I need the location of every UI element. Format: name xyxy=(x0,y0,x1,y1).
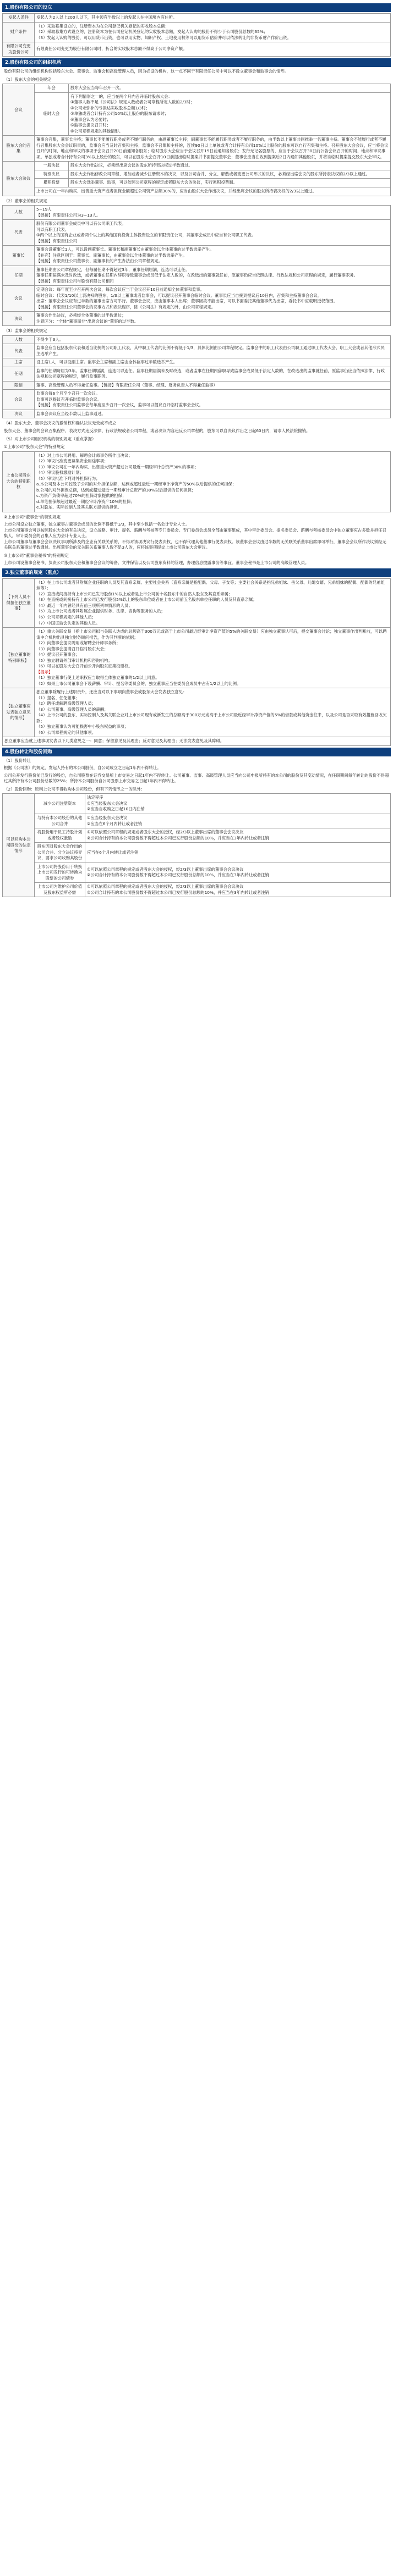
subheading-share-repurchase: （2）股份回购：原则上公司不得收购本公司股份，但有下列情形之一的除外： xyxy=(4,786,145,792)
subheading-share-transfer: （1）股份转让 xyxy=(4,758,31,763)
cell-line: ①两个以上的国有企业或者两个以上的其他国有投资主体投资设立的有限责任公司，其董事会成员中应当有公司职工代表。 xyxy=(36,233,256,238)
cell-line: 董事会召集，董事长主持；董事长不能履行职务或者不履行职务的，由副董事长主持；副董事长不能履行职务或者不履行职务的，由半数以上董事共同推举一名董事主持。董事会不能履行或者不履行召集股东大会会议职责的，监事会应当及时召集和主持；监事会不召集和主持的，连续90日以上单独或者合计持有公司10%以上股份的股东可以自行召集和主持。召开股东大会会议，应当将会议召开的时间、地点和审议的事项于会议召开20日前通知各股东；临时股东大会应当于会议召开15日前通知各股东；发行无记名股票的，应当于会议召开30日前公告会议召开的时间、地点和审议事项。单独或者合计持有公司3%以上股份的股东，可以在股东大会召开10日前提出临时提案并书面提交董事会；董事会应当在收到提案后2日内通知其他股东，并将该临时提案提交股东大会审议。 xyxy=(36,137,389,159)
cell-line: 董事会设董事长1人，可以设副董事长。董事长和副董事长由董事会以全体董事的过半数选举产生。 xyxy=(36,247,214,252)
cell-line: c.为资产负债率超过70%的担保对象提供的担保； xyxy=(36,493,127,499)
table-row xyxy=(3,883,391,897)
table-label: 【独立董事应发表独立意见的情形】 xyxy=(3,688,35,737)
table-cell xyxy=(85,814,391,828)
table-label: 可以回购本公司股份的法定情形 xyxy=(3,794,35,897)
table-row xyxy=(3,578,391,627)
table-cell xyxy=(35,358,391,367)
table-row xyxy=(3,688,391,737)
cell-line: （3）发起人认购的股份，可以用货币出资，也可以用实物、知识产权、土地使用权等可以用货币估价并可以依法转让的非货币财产作价出资。 xyxy=(36,35,291,40)
cell-line: （1）对上市公司聘用、解聘会计师事务所作出决议； xyxy=(36,452,133,458)
table-label: 代表 xyxy=(3,344,35,358)
table-row xyxy=(3,628,391,688)
table-label: 会议 xyxy=(3,390,35,410)
table-cell xyxy=(35,312,391,326)
table-label: 人数 xyxy=(3,335,35,344)
table-cell xyxy=(69,179,391,187)
cell-line: ⑤监事会提议召开时； xyxy=(70,123,111,128)
table-row xyxy=(3,843,391,863)
table-cell xyxy=(35,266,391,286)
table-row xyxy=(3,344,391,358)
table-row xyxy=(3,170,391,179)
cell-line: 股东大会作出决议，必须经出席会议的股东所持表决权过半数通过。 xyxy=(70,163,193,168)
table-row xyxy=(3,381,391,390)
table-cell xyxy=(69,84,391,93)
table-row xyxy=(3,312,391,326)
cell-line: 股东大会选举董事、监事，可以依照公司章程的规定或者股东大会的决议，实行累积投票制。 xyxy=(70,180,238,185)
share-transfer-paragraph: 根据《公司法》的规定，发起人持有的本公司股份，自公司成立之日起1年内不得转让。 xyxy=(4,765,161,771)
cell-line: 【链接】有限责任公司 xyxy=(36,238,77,244)
cell-line: （4）提议召开董事会； xyxy=(36,652,80,657)
cell-line: 【补充】注意区别于：董事长、副董事长，由董事会以全体董事的过半数选举产生。 xyxy=(36,252,187,258)
cell-line: 法定程序 xyxy=(87,795,103,800)
table-row xyxy=(3,737,391,746)
cell-line: 【提示】 xyxy=(36,669,53,675)
table-cell xyxy=(69,162,391,170)
table-cell xyxy=(35,286,391,312)
table-row xyxy=(3,162,391,170)
paragraph-line: 上市公司董事会可以按照股东大会的有关决议，设立战略、审计、提名、薪酬与考核等专门委员会。专门委员会成员全部由董事组成，其中审计委员会、提名委员会、薪酬与考核委员会中独立董事应占多数并担任召集人，审计委员会的召集人应为会计专业人士。 xyxy=(4,527,386,539)
cell-line: b.公司的对外担保总额，达到或超过最近一期经审计总资产的30%以后提供的任何担保； xyxy=(36,487,196,493)
cell-line: 董事、高级管理人员不得兼任监事。【链接】有限责任公司（董事、经理、财务负责人不得兼任监事） xyxy=(36,382,217,388)
shareholders-meeting-table xyxy=(2,84,391,196)
cell-line: （5）独立聘请外部审计机构和咨询机构； xyxy=(36,657,112,663)
table-row xyxy=(3,410,391,418)
table-cell xyxy=(35,344,391,358)
cell-line: （6）可以在股东大会召开前公开向股东征集投票权。 xyxy=(36,664,133,669)
table-row xyxy=(3,92,391,136)
subheading-listed-board: ②上市公司“董事会”的特别规定 xyxy=(4,514,61,519)
cell-line: ①可以依照公司章程的规定或者股东大会的授权，经2/3以上董事出席的董事会会议决议 xyxy=(87,884,244,889)
cell-line: ②应当自收购之日起10日内注销 xyxy=(87,806,145,812)
cell-line: 股东大会应当每年召开一次。 xyxy=(70,85,124,91)
cell-line: ②公司合计持有的本公司股份数不得超过本公司已发行股份总额的10%，并应当在3年内转让或者注销 xyxy=(87,835,269,841)
table-sublabel: 将股份用于员工持股计划或者股权激励 xyxy=(35,828,85,843)
cell-line: ②应当在6个月内转让或者注销 xyxy=(87,821,143,826)
cell-line: （2）审议批准变更募集资金用途事项； xyxy=(36,458,108,464)
cell-line: 监事会决议应当经半数以上监事通过。 xyxy=(36,411,106,416)
table-cell xyxy=(35,410,391,418)
cell-line: （5）为上市公司或者其附属企业提供财务、法律、咨询等服务的人员； xyxy=(36,609,165,614)
table-cell xyxy=(85,863,391,883)
table-cell xyxy=(35,451,391,512)
table-label: 代表 xyxy=(3,220,35,246)
cell-line: 监事会每6个月至少召开一次会议。 xyxy=(36,391,100,396)
board-secretary-paragraph: 上市公司设董事会秘书，负责公司股东大会和董事会会议的筹备、文件保管以及公司股东资料的管理，办理信息披露事务等事宜。董事会秘书是上市公司的高级管理人员。 xyxy=(4,560,309,566)
table-row xyxy=(3,863,391,883)
cell-line: （2）聘任或解聘高级管理人员； xyxy=(36,701,96,706)
subheading-shareholders-meeting: （1）股东大会的相关规定 xyxy=(4,76,52,82)
document-page xyxy=(0,0,393,900)
cell-line: 独立董事除履行上述职责外，还应当对以下事项向董事会或股东大会发表独立意见： xyxy=(36,689,187,695)
cell-line: 可以有职工代表。 xyxy=(36,226,69,232)
cell-line: 发起人为2人以上200人以下，其中须有半数以上的发起人在中国境内有住所。 xyxy=(36,15,177,20)
table-cell xyxy=(35,246,391,266)
independent-director-table xyxy=(2,578,391,746)
table-cell xyxy=(35,42,391,57)
cell-line: （3）审议公司在一年内购买、出售重大资产超过公司最近一期经审计总资产30%的事项； xyxy=(36,464,199,469)
section-3-heading: 3.独立董事的规定（重点） xyxy=(2,568,391,577)
cell-line: （2）直接或间接持有上市公司已发行股份1%以上或者是上市公司前十名股东中的自然人股东及其直系亲属； xyxy=(36,591,233,596)
table-sublabel: 股东因对股东大会作出的公司合并、分立决议持异议，要求公司收购其股份 xyxy=(35,843,85,863)
cell-line: （7）中国证监会认定的其他人员。 xyxy=(36,620,100,626)
cell-line: 不得少于3人。 xyxy=(36,336,64,342)
section-4-heading: 4.股份转让和股份回购 xyxy=(2,748,391,756)
cell-line: 【链接】有限责任公司董事会的议事方式和表决程序，除《公司法》有规定的外，由公司章程规定。 xyxy=(36,304,216,309)
table-label: 发起人条件 xyxy=(3,14,35,23)
cell-line: ②公司合计持有的本公司股份数不得超过本公司已发行股份总额的10%，并应当在3年内转让或者注销 xyxy=(87,872,269,878)
table-cell xyxy=(35,381,391,390)
cell-line: 设主席1人，可以设副主席。监事会主席和副主席由全体监事过半数选举产生。 xyxy=(36,360,177,365)
subheading-board-secretary: ③上市公司“董事会秘书”的特别规定 xyxy=(4,552,69,558)
cell-line: （1）在上市公司或者其附属企业任职的人员及其直系亲属、主要社会关系（直系亲属是指配偶、父母、子女等；主要社会关系是指兄弟姐妹、岳父母、儿媳女婿、兄弟姐妹的配偶、配偶的兄弟姐妹等）； xyxy=(36,579,385,591)
cell-line: 董事任期由公司章程规定，但每届任期不得超过3年，董事任期届满，连选可以连任。 xyxy=(36,267,190,272)
table-label: 股东大会的召集 xyxy=(3,136,35,162)
table-label: 【独立董事的特别职权】 xyxy=(3,628,35,688)
table-label: 上市公司股东大会的特别职权 xyxy=(3,451,35,512)
cell-line: 定期会议：每年度至少召开两次会议，每次会议应当于会议召开10日前通知全体董事和监事。 xyxy=(36,287,205,292)
table-cell xyxy=(35,220,391,246)
table-row xyxy=(3,22,391,42)
table-cell xyxy=(85,794,391,814)
cell-line: （1）采取募集设立的，注册资本为在公司登记机关登记的实收股本总额； xyxy=(36,23,170,29)
subheading-listed-company: （5）对上市公司组织机构的特别规定（重点掌握） xyxy=(4,436,96,441)
table-cell xyxy=(35,688,391,737)
section-2-heading: 2.股份有限公司的组织机构 xyxy=(2,58,391,67)
cell-line: （1）独立董事行使上述职权应当取得全体独立董事的1/2以上同意。 xyxy=(36,675,160,681)
table-row xyxy=(3,206,391,220)
table-label: 股东大会决议 xyxy=(3,162,35,196)
cell-line: （6）公司章程规定的其他人员； xyxy=(36,614,96,620)
table-sublabel: 年会 xyxy=(35,84,69,93)
table-row xyxy=(3,367,391,381)
cell-line: （6）公司章程规定的其他事项。 xyxy=(36,729,96,735)
cell-line: 【链接】有限责任公司为3~13人。 xyxy=(36,212,101,218)
cell-line: 董事任期届满未及时改选，或者董事在任期内辞职导致董事会成员低于法定人数的，在改选出的董事就任前，原董事仍应当依照法律、行政法规和公司章程的规定，履行董事职务。 xyxy=(36,273,358,278)
table-cell xyxy=(85,883,391,897)
revocation-paragraph: 股东大会、董事会的会议召集程序、表决方式违反法律、行政法规或者公司章程，或者决议内容违反公司章程的，股东可以自决议作出之日起60日内，请求人民法院撤销。 xyxy=(4,428,310,433)
cell-line: ②公司未弥补的亏损达实收股本总额1/3时； xyxy=(70,105,150,110)
cell-line: ④董事会认为必要时； xyxy=(70,117,111,122)
table-row xyxy=(3,246,391,266)
cell-line: 有下列情形之一的，应当在两个月内召开临时股东大会： xyxy=(70,93,172,99)
cell-line: 【链接】有限责任公司董事长、副董事长的产生办法由公司章程规定。 xyxy=(36,258,163,264)
cell-line: ①可以依照公司章程的规定或者股东大会的授权，经2/3以上董事出席的董事会会议决议 xyxy=(87,830,244,835)
table-row xyxy=(3,828,391,843)
cell-line: 有限责任公司变更为股份有限公司时，折合的实收股本总额不得高于公司净资产额。 xyxy=(36,46,187,52)
table-label: 董事长 xyxy=(3,246,35,266)
table-cell xyxy=(35,206,391,220)
subheading-resolution-revocation: （4）股东大会、董事会决议的撤销权和确认决议无效或不成立 xyxy=(4,421,117,426)
table-cell xyxy=(35,628,391,688)
table-cell xyxy=(35,578,391,627)
subheading-listed-gm: ①上市公司“股东大会”的特别规定 xyxy=(4,444,65,450)
cell-line: ③单独或者合计持有公司10%以上股份的股东请求时； xyxy=(70,111,169,117)
cell-line: ②公司合计持有的本公司股份数不得超过本公司已发行股份总额的10%，并应当在3年内转让或者注销 xyxy=(87,889,269,895)
cell-line: （2）如果上市公司董事会下设薪酬、审计、提名等委员会的，独立董事应当在委员会成员中占有1/2以上的比例。 xyxy=(36,681,241,686)
table-label: 会议 xyxy=(3,84,35,136)
table-cell xyxy=(35,187,391,196)
cell-line: （2）采取募集方式设立的，注册资本为在公司登记机关登记的实收股本总额，发起人认购的股份不得少于公司股份总数的35%； xyxy=(36,29,268,35)
table-sublabel: 累积投票 xyxy=(35,179,69,187)
cell-line: e.对股东、实际控制人及其关联方提供的担保。 xyxy=(36,505,122,510)
cell-line: 5~19人 xyxy=(36,207,52,212)
listed-board-paragraph xyxy=(2,521,391,551)
table-sublabel: 临时大会 xyxy=(35,92,69,136)
table-row xyxy=(3,179,391,187)
table-label: 会议 xyxy=(3,286,35,312)
supervisors-table xyxy=(2,335,391,419)
paragraph-line: 上市公司设立独立董事，独立董事占董事会成员的比例不得低于1/3，其中至少包括一名会计专业人士。 xyxy=(4,522,190,527)
cell-line: 上市公司在一年内购买、出售重大资产或者担保金额超过公司资产总额30%的，应当由股东大会作出决议，并经出席会议的股东所持表决权的2/3以上通过。 xyxy=(36,188,316,194)
repurchase-table xyxy=(2,793,391,897)
cell-line: （3）公司董事、高级管理人员的薪酬； xyxy=(36,706,108,712)
cell-line: ①可以依照公司章程的规定或者股东大会的授权，经2/3以上董事出席的董事会会议决议 xyxy=(87,866,244,872)
table-cell xyxy=(35,390,391,410)
cell-line: （3）在直接或间接持有上市公司已发行股份5%以上的股东单位或者在上市公司前五名股东单位任职的人员及其直系亲属； xyxy=(36,597,257,602)
table-cell xyxy=(69,92,391,136)
cell-line: 股份有限公司董事会成员中可以有公司职工代表。 xyxy=(36,221,126,226)
paragraph-line: 上市公司董事与董事会会议决议事项所涉及的企业有关联关系的，不得对该项决议行使表决权，也不得代理其他董事行使表决权。该董事会会议由过半数的无关联关系董事出席即可举行，董事会会议所作决议须经无关联关系董事过半数通过。出席董事会的无关联关系董事人数不足3人的，应将该事项提交上市公司股东大会审议。 xyxy=(4,539,386,550)
cell-line: 注意区分：“全体”董事而非“出席会议的”董事的过半数。 xyxy=(36,318,139,324)
table-cell: 独立董事应当就上述事项发表以下几类意见之一：同意；保留意见及其理由；反对意见及其理由；无法发表意见及其障碍。 xyxy=(3,737,391,746)
table-label: 主席 xyxy=(3,358,35,367)
table-sublabel: 上市公司为维护公司价值及股东权益所必需 xyxy=(35,883,85,897)
table-row xyxy=(3,794,391,814)
table-row xyxy=(3,335,391,344)
table-row xyxy=(3,187,391,196)
cell-line: 监事的任期每届为3年。监事任期届满，连选可以连任。监事任期届满未及时改选，或者监事在任期内辞职导致监事会成员低于法定人数的，在改选出的监事就任前，原监事仍应当依照法律、行政法规和公司章程的规定，履行监事职务。 xyxy=(36,368,385,379)
table-row xyxy=(3,220,391,246)
cell-line: a.本公司及本公司控股子公司的对外担保总额，达到或超过最近一期经审计净资产的50%以后提供的任何担保； xyxy=(36,482,237,487)
cell-line: （4）审议股权激励计划； xyxy=(36,470,84,476)
table-row xyxy=(3,14,391,23)
table-cell xyxy=(35,22,391,42)
cell-line: 监事会应当包括股东代表和适当比例的公司职工代表，其中职工代表的比例不得低于1/3，具体比例由公司章程规定。监事会中的职工代表由公司职工通过职工代表大会、职工大会或者其他形式民主选举产生。 xyxy=(36,345,385,356)
cell-line: ⑥公司章程规定的其他情形。 xyxy=(70,128,123,134)
table-label: 决议 xyxy=(3,410,35,418)
subheading-board: （2）董事会的相关规定 xyxy=(4,198,47,203)
table-row xyxy=(3,286,391,312)
table-cell xyxy=(35,136,391,162)
cell-line: 【链接】有限责任公司监事会每年度至少召开一次会议，监事可以提议召开临时监事会会议。 xyxy=(36,402,204,408)
intro-paragraph: 股份有限公司的组织机构包括股东大会、董事会、监事会和高级管理人员，因为必设的机构，这一点不同于有限责任公司中可以不设立董事会和监事会的情形。 xyxy=(4,69,289,74)
cell-line: 监事可以提议召开临时监事会会议。 xyxy=(36,396,102,402)
table-label: 人数 xyxy=(3,206,35,220)
cell-line: d.单笔担保额超过最近一期经审计净资产10%的担保； xyxy=(36,499,135,504)
table-cell xyxy=(85,843,391,863)
table-cell xyxy=(35,367,391,381)
table-cell xyxy=(85,828,391,843)
cell-line: （4）最近一年内曾经具有前三项所列举情形的人员； xyxy=(36,602,133,608)
cell-line: （4）上市公司的股东、实际控制人及其关联企业对上市公司现有或新发生的总额高于300万元或高于上市公司最近经审计净资产值的5%的借款或其他资金往来，以及公司是否采取有效措施回收欠款； xyxy=(36,712,387,723)
table-row xyxy=(3,42,391,57)
table-sublabel: 减少公司注册资本 xyxy=(35,794,85,814)
cell-line: 出席：董事会会议应有过半数的董事出席方可举行。董事会会议，应由董事本人出席；董事因故不能出席，可以书面委托其他董事代为出席，委托书中应载明授权范围。 xyxy=(36,298,337,304)
table-row xyxy=(3,358,391,367)
table-row xyxy=(3,136,391,162)
table-row xyxy=(3,84,391,93)
table-row xyxy=(3,390,391,410)
establishment-table xyxy=(2,13,391,57)
cell-line: （5）审议批准下列对外担保行为； xyxy=(36,476,100,481)
table-cell xyxy=(35,14,391,23)
section-1-heading: 1.股份有限公司的设立 xyxy=(2,3,391,12)
cell-line: 【链接】有限责任公司与股份有限公司相同 xyxy=(36,278,114,284)
table-label: 有限公司变更为股份公司 xyxy=(3,42,35,57)
table-row xyxy=(3,814,391,828)
table-sublabel: 特别决议 xyxy=(35,170,69,179)
table-label: 限制 xyxy=(3,381,35,390)
cell-line: ①应当经股东大会决议 xyxy=(87,815,128,820)
share-transfer-paragraph-2: 公司公开发行股份前已发行的股份，自公司股票在证券交易所上市交易之日起1年内不得转让。公司董事、监事、高级管理人员应当向公司申报所持有的本公司的股份及其变动情况，在任职期间每年转让的股份不得超过其所持有本公司股份总数的25%；所持本公司股份自公司股票上市交易之日起1年内不得转让。 xyxy=(4,772,389,784)
table-label: 任期 xyxy=(3,367,35,381)
listed-gm-table xyxy=(2,451,391,512)
table-row xyxy=(3,266,391,286)
table-label: 决议 xyxy=(3,312,35,326)
table-cell xyxy=(69,170,391,179)
cell-line: 董事会作出决议，必须经全体董事的过半数通过； xyxy=(36,313,126,318)
subheading-supervisors: （3）监事会的相关规定 xyxy=(4,328,47,334)
table-sublabel: 一般决议 xyxy=(35,162,69,170)
cell-line: 股东大会作出修改公司章程、增加或者减少注册资本的决议，以及公司合并、分立、解散或者变更公司形式的决议，必须经出席会议的股东所持表决权的2/3以上通过。 xyxy=(70,171,370,176)
table-label: 【下列人员不得担任独立董事】 xyxy=(3,578,35,627)
cell-line: 应当在6个月内转让或者注销 xyxy=(87,849,139,855)
cell-line: 临时会议：代表1/10以上表决权的股东、1/3以上董事或者监事会，可以提议召开董事会临时会议。董事长应当自接到提议后10日内，召集和主持董事会会议。 xyxy=(36,292,322,298)
cell-line: （3）向董事会提请召开临时股东大会； xyxy=(36,646,108,651)
table-label: 任期 xyxy=(3,266,35,286)
cell-line: （2）向董事会提议聘用或解聘会计师事务所； xyxy=(36,640,121,646)
cell-line: （5）独立董事认为可能损害中小股东权益的事项； xyxy=(36,724,129,729)
cell-line: ①董事人数不足《公司法》规定人数或者公司章程所定人数的2/3时； xyxy=(70,99,195,105)
table-sublabel: 与持有本公司股份的其他公司合并 xyxy=(35,814,85,828)
cell-line: ①应当经股东大会决议 xyxy=(87,800,128,806)
table-label: 财产条件 xyxy=(3,22,35,42)
cell-line: （1）提名、任免董事； xyxy=(36,695,80,700)
table-sublabel: 上市公司将股份用于转换上市公司发行的可转换为股票的公司债券 xyxy=(35,863,85,883)
cell-line: （1）重大关联交易（指上市公司拟与关联人达成的总额高于300万元或高于上市公司最近经审计净资产值的5%的关联交易）应由独立董事认可后，提交董事会讨论；独立董事作出判断前，可以聘请中介机构出具独立财务顾问报告，作为其判断的依据； xyxy=(36,629,387,640)
table-row xyxy=(3,451,391,512)
table-cell xyxy=(35,335,391,344)
board-table xyxy=(2,205,391,326)
